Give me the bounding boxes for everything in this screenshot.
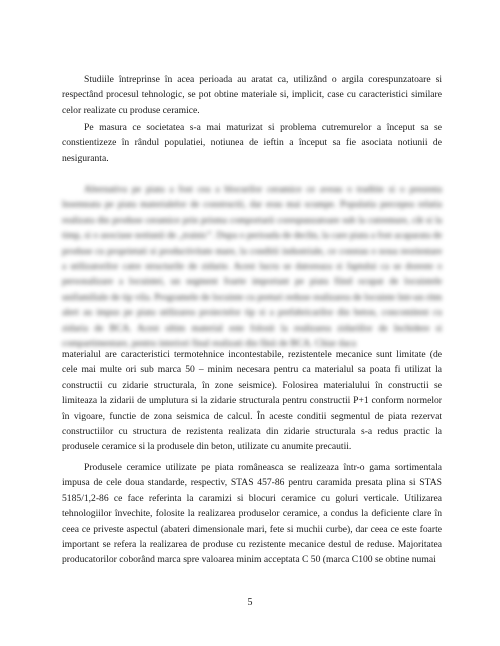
paragraph-3-blurred: Alternativa pe piata a fost cea a blocurilor ceramice ce aveau o traditie si o prezenta însemnata pe piata materialelor de constructii, dar erau mai scumpe. Populatia percepea relatia realizata din produse ceramice prin prisma comportarii corespunzatoare sub la cutremure, cât si la timp, si o asociase notiunii de „trainic”. Dupa o perioada de declin, la care piata a fost acaparata de produse cu proprietati si productivitate mare, la conditii industriale, ce constau o noua reorientare a utilizatorilor catre structurile de zidarie. Acest lucru se datoreaza si faptului ca se doreste o personalizare a locuintei, un segment foarte important pe piata fiind ocupat de locuintele unifamiliale de tip vila. Programele de locuinte cu preturi reduse realizarea de locuinte într-un ritm alert au impus pe piata utilizarea proiectelor tip si a prefabricarilor din beton, concomitent cu zidaria de BCA. Acest ultim material este folosit la realizarea zidariilor de închidere si compartimentare, pentru interiori final realizati din fâsii de BCA. Chiar daca bbox=[62, 184, 442, 350]
paragraph-1: Studiile întreprinse în acea perioada au aratat ca, utilizând o argila corespunzatoare si respectând procesul tehnologic, se pot obtine materiale si, implicit, case cu caracteristici similare celor realizate cu produse ceramice. bbox=[62, 74, 442, 116]
paragraph-2: Pe masura ce societatea s-a mai maturizat si problema cutremurelor a început sa se constientizeze în rândul populatiei, notiunea de ieftin a început sa fie asociata notiunii de nesiguranta. bbox=[62, 122, 442, 164]
paragraph-5: Produsele ceramice utilizate pe piata româneasca se realizeaza într-o gama sortimentala impusa de cele doua standarde, respectiv, STAS 457-86 pentru caramida presata plina si STAS 5185/1,2-86 ce face referinta la caramizi si blocuri ceramice cu goluri verticale. Utilizarea tehnologiilor învechite, folosite la realizarea produselor ceramice, a condus la deficiente clare în ceea ce priveste aspectul (abateri dimensionale mari, fete si muchii curbe), dar ceea ce este foarte important se refera la realizarea de produse cu rezistente mecanice destul de reduse. Majoritatea producatorilor coborând marca spre valoarea minim acceptata C 50 (marca C100 se obtine numai bbox=[62, 462, 442, 566]
paragraph-4: materialul are caracteristici termotehnice incontestabile, rezistentele mecanice sunt limitate (de cele mai multe ori sub marca 50 – minim necesara pentru ca materialul sa poata fi utilizat la constructii cu zidarie structurala, în zone seismice). Folosirea materialului în constructii se limiteaza la zidarii de umplutura si la zidarie structurala pentru constructii P+1 conform normelor în vigoare, functie de zona seismica de calcul. În aceste conditii segmentul de piata rezervat constructiilor cu structura de rezistenta realizata din zidarie structurala s-a redus practic la produsele ceramice si la produsele din beton, utilizate cu anumite precautii. bbox=[62, 349, 442, 453]
page-number: 5 bbox=[247, 597, 253, 608]
